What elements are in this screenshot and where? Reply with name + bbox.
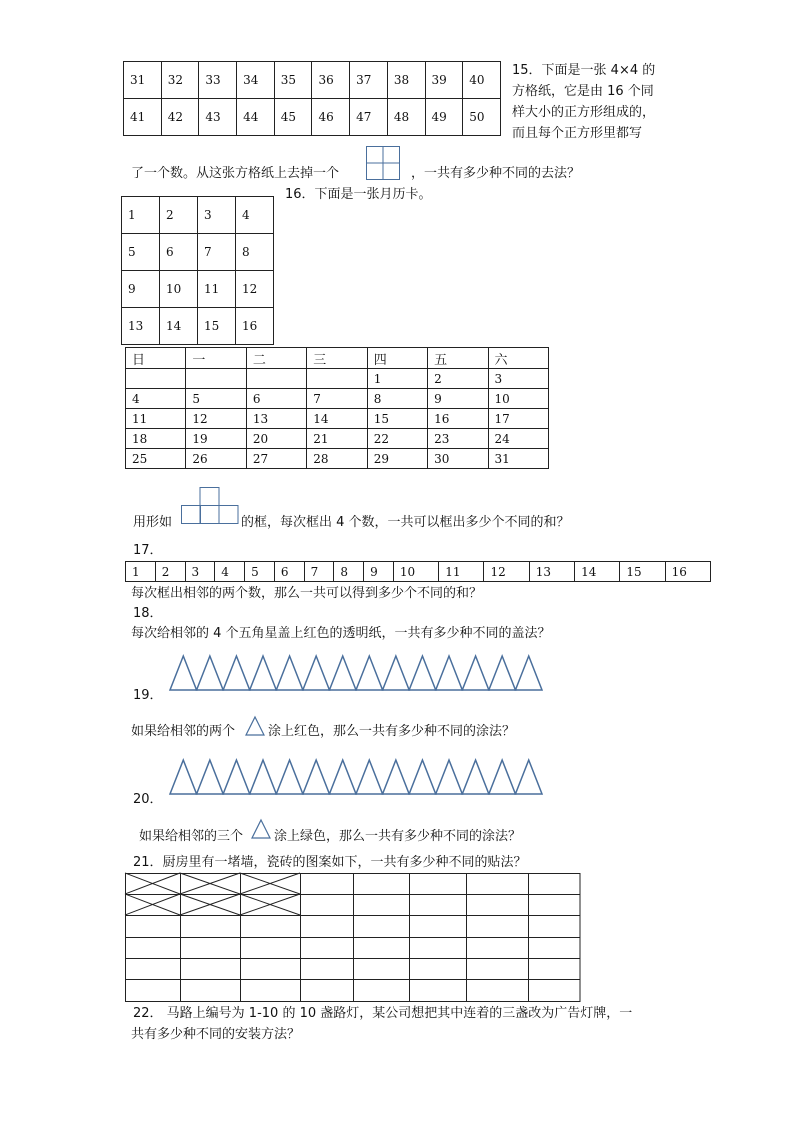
q20-label: 20． bbox=[133, 792, 163, 807]
q17-cell: 13 bbox=[529, 562, 574, 582]
top-grid-cell: 43 bbox=[199, 99, 237, 136]
q15-grid-cell: 4 bbox=[236, 197, 274, 234]
calendar-cell: 4 bbox=[126, 389, 186, 409]
q17-number-strip bbox=[125, 561, 711, 582]
triangle-icon bbox=[436, 760, 463, 794]
q15-grid-row bbox=[122, 197, 274, 234]
triangle-icon bbox=[276, 760, 303, 794]
calendar-cell: 15 bbox=[367, 409, 427, 429]
q15-grid-cell: 7 bbox=[198, 234, 236, 271]
q17-cell: 11 bbox=[439, 562, 484, 582]
q15-grid-cell: 13 bbox=[122, 308, 160, 345]
top-grid-row bbox=[124, 99, 501, 136]
calendar-cell: 16 bbox=[428, 409, 488, 429]
top-grid-cell: 36 bbox=[312, 62, 350, 99]
q15-line5b: ，一共有多少种不同的去法？ bbox=[411, 166, 581, 181]
calendar-cell bbox=[307, 369, 367, 389]
top-grid-cell: 50 bbox=[463, 99, 501, 136]
q15-grid-cell: 5 bbox=[122, 234, 160, 271]
top-grid-cell: 39 bbox=[425, 62, 463, 99]
calendar-cell: 17 bbox=[488, 409, 548, 429]
q15-grid-cell: 12 bbox=[236, 271, 274, 308]
triangle-icon bbox=[515, 656, 542, 690]
q17-cell: 15 bbox=[620, 562, 665, 582]
triangle-icon bbox=[245, 716, 265, 736]
top-grid-cell: 40 bbox=[463, 62, 501, 99]
calendar-cell: 18 bbox=[126, 429, 186, 449]
q15-grid-cell: 3 bbox=[198, 197, 236, 234]
q17-cell: 9 bbox=[364, 562, 394, 582]
q18-text: 每次给相邻的 4 个五角星盖上红色的透明纸，一共有多少种不同的盖法？ bbox=[131, 626, 551, 641]
calendar-cell: 25 bbox=[126, 449, 186, 469]
calendar-cell: 31 bbox=[488, 449, 548, 469]
top-grid-cell: 38 bbox=[387, 62, 425, 99]
triangle-icon bbox=[515, 760, 542, 794]
calendar-cell bbox=[126, 369, 186, 389]
calendar-row bbox=[126, 409, 549, 429]
q16-title: 16．下面是一张月历卡。 bbox=[285, 187, 432, 202]
q15-grid-cell: 6 bbox=[160, 234, 198, 271]
calendar-cell: 24 bbox=[488, 429, 548, 449]
calendar-cell: 12 bbox=[186, 409, 246, 429]
triangle-icon bbox=[329, 656, 356, 690]
q15-grid-cell: 16 bbox=[236, 308, 274, 345]
q15-grid-row bbox=[122, 271, 274, 308]
calendar-cell: 27 bbox=[246, 449, 306, 469]
q15-grid-cell: 14 bbox=[160, 308, 198, 345]
triangle-icon bbox=[223, 656, 250, 690]
q19-text-a: 如果给相邻的两个 bbox=[131, 724, 236, 739]
calendar-header-cell: 二 bbox=[246, 348, 306, 369]
q20-text-b: 涂上绿色，那么一共有多少种不同的涂法？ bbox=[274, 829, 522, 844]
triangle-icon bbox=[489, 656, 516, 690]
t-shape-icon bbox=[181, 487, 239, 525]
q15-line1: 15．下面是一张 4×4 的 bbox=[512, 63, 656, 78]
top-grid-cell: 44 bbox=[237, 99, 275, 136]
q22-line2: 共有多少种不同的安装方法？ bbox=[131, 1027, 301, 1042]
top-grid-cell: 41 bbox=[124, 99, 162, 136]
triangle-icon bbox=[170, 760, 197, 794]
triangle-icon bbox=[223, 760, 250, 794]
triangle-icon bbox=[276, 656, 303, 690]
calendar-cell: 19 bbox=[186, 429, 246, 449]
calendar-cell: 26 bbox=[186, 449, 246, 469]
q15-line2: 方格纸，它是由 16 个同 bbox=[512, 84, 654, 99]
calendar-cell: 13 bbox=[246, 409, 306, 429]
calendar-cell: 21 bbox=[307, 429, 367, 449]
q21-text: 21．厨房里有一堵墙，瓷砖的图案如下，一共有多少种不同的贴法？ bbox=[133, 855, 527, 870]
calendar-row bbox=[126, 449, 549, 469]
top-grid-cell: 48 bbox=[387, 99, 425, 136]
q22-line1: 22． 马路上编号为 1-10 的 10 盏路灯，某公司想把其中连着的三盏改为广告灯牌，一 bbox=[133, 1006, 633, 1021]
triangle-icon bbox=[197, 760, 224, 794]
calendar-cell: 2 bbox=[428, 369, 488, 389]
q17-cell: 4 bbox=[215, 562, 245, 582]
triangle-icon bbox=[250, 656, 277, 690]
calendar-header-cell: 三 bbox=[307, 348, 367, 369]
q15-line3: 样大小的正方形组成的， bbox=[512, 105, 656, 120]
top-grid-cell: 35 bbox=[274, 62, 312, 99]
triangle-icon bbox=[383, 656, 410, 690]
triangle-icon bbox=[409, 760, 436, 794]
q17-cell: 1 bbox=[126, 562, 156, 582]
triangle-icon bbox=[356, 760, 383, 794]
triangle-icon bbox=[303, 656, 330, 690]
q17-cell: 2 bbox=[155, 562, 185, 582]
calendar-cell: 8 bbox=[367, 389, 427, 409]
calendar-cell: 22 bbox=[367, 429, 427, 449]
calendar-cell: 29 bbox=[367, 449, 427, 469]
q20-text-a: 如果给相邻的三个 bbox=[139, 829, 244, 844]
top-grid-cell: 45 bbox=[274, 99, 312, 136]
q16-text-a: 用形如 bbox=[133, 515, 173, 530]
q19-text-b: 涂上红色，那么一共有多少种不同的涂法？ bbox=[268, 724, 516, 739]
calendar-cell: 3 bbox=[488, 369, 548, 389]
top-grid-cell: 42 bbox=[161, 99, 199, 136]
triangle-icon bbox=[250, 760, 277, 794]
q15-grid-cell: 15 bbox=[198, 308, 236, 345]
calendar-cell: 7 bbox=[307, 389, 367, 409]
q17-cell: 8 bbox=[334, 562, 364, 582]
q15-line5a: 了一个数。从这张方格纸上去掉一个 bbox=[131, 166, 340, 181]
q17-cell: 16 bbox=[665, 562, 710, 582]
calendar-cell: 9 bbox=[428, 389, 488, 409]
q17-cell: 7 bbox=[304, 562, 334, 582]
q17-cell: 10 bbox=[393, 562, 438, 582]
calendar-cell: 1 bbox=[367, 369, 427, 389]
triangle-icon bbox=[409, 656, 436, 690]
calendar-cell: 5 bbox=[186, 389, 246, 409]
q15-line4: 而且每个正方形里都写 bbox=[512, 126, 643, 141]
top-grid-cell: 49 bbox=[425, 99, 463, 136]
q15-grid-cell: 9 bbox=[122, 271, 160, 308]
q17-cell: 5 bbox=[245, 562, 275, 582]
top-grid-cell: 47 bbox=[350, 99, 388, 136]
triangle-icon bbox=[303, 760, 330, 794]
calendar-row bbox=[126, 389, 549, 409]
triangle-row-2 bbox=[170, 759, 545, 795]
square-2x2-icon bbox=[366, 146, 400, 180]
calendar-header-cell: 五 bbox=[428, 348, 488, 369]
top-number-grid bbox=[123, 61, 501, 136]
calendar-cell: 6 bbox=[246, 389, 306, 409]
q15-grid-row bbox=[122, 234, 274, 271]
triangle-icon bbox=[251, 819, 271, 839]
q18-label: 18． bbox=[133, 606, 163, 621]
calendar-cell: 14 bbox=[307, 409, 367, 429]
q17-cell: 14 bbox=[575, 562, 620, 582]
q15-grid-cell: 1 bbox=[122, 197, 160, 234]
triangle-icon bbox=[462, 656, 489, 690]
top-grid-cell: 46 bbox=[312, 99, 350, 136]
triangle-icon bbox=[383, 760, 410, 794]
calendar-table bbox=[125, 347, 549, 469]
q15-grid-cell: 2 bbox=[160, 197, 198, 234]
calendar-cell: 11 bbox=[126, 409, 186, 429]
top-grid-cell: 34 bbox=[237, 62, 275, 99]
triangle-icon bbox=[356, 656, 383, 690]
calendar-header-cell: 六 bbox=[488, 348, 548, 369]
q15-grid-row bbox=[122, 308, 274, 345]
tile-wall-grid bbox=[125, 873, 581, 1002]
q17-cell: 6 bbox=[274, 562, 304, 582]
calendar-cell: 28 bbox=[307, 449, 367, 469]
triangle-icon bbox=[329, 760, 356, 794]
triangle-row-1 bbox=[170, 655, 545, 691]
calendar-row bbox=[126, 429, 549, 449]
q15-4x4-grid bbox=[121, 196, 274, 345]
triangle-icon bbox=[436, 656, 463, 690]
q15-grid-cell: 11 bbox=[198, 271, 236, 308]
top-grid-cell: 37 bbox=[350, 62, 388, 99]
q16-text-b: 的框，每次框出 4 个数，一共可以框出多少个不同的和？ bbox=[241, 515, 570, 530]
q17-text: 每次框出相邻的两个数，那么一共可以得到多少个不同的和？ bbox=[131, 586, 483, 601]
q19-label: 19． bbox=[133, 688, 163, 703]
calendar-header-cell: 四 bbox=[367, 348, 427, 369]
q15-grid-cell: 10 bbox=[160, 271, 198, 308]
top-grid-row bbox=[124, 62, 501, 99]
q15-grid-cell: 8 bbox=[236, 234, 274, 271]
q17-label: 17． bbox=[133, 543, 163, 558]
calendar-cell: 10 bbox=[488, 389, 548, 409]
calendar-cell: 30 bbox=[428, 449, 488, 469]
q17-cell: 12 bbox=[484, 562, 529, 582]
calendar-header-cell: 一 bbox=[186, 348, 246, 369]
calendar-row bbox=[126, 369, 549, 389]
triangle-icon bbox=[489, 760, 516, 794]
triangle-icon bbox=[462, 760, 489, 794]
calendar-cell bbox=[246, 369, 306, 389]
top-grid-cell: 31 bbox=[124, 62, 162, 99]
triangle-icon bbox=[170, 656, 197, 690]
calendar-cell: 23 bbox=[428, 429, 488, 449]
triangle-icon bbox=[197, 656, 224, 690]
q17-cell: 3 bbox=[185, 562, 215, 582]
calendar-cell bbox=[186, 369, 246, 389]
calendar-cell: 20 bbox=[246, 429, 306, 449]
top-grid-cell: 33 bbox=[199, 62, 237, 99]
calendar-header-cell: 日 bbox=[126, 348, 186, 369]
top-grid-cell: 32 bbox=[161, 62, 199, 99]
